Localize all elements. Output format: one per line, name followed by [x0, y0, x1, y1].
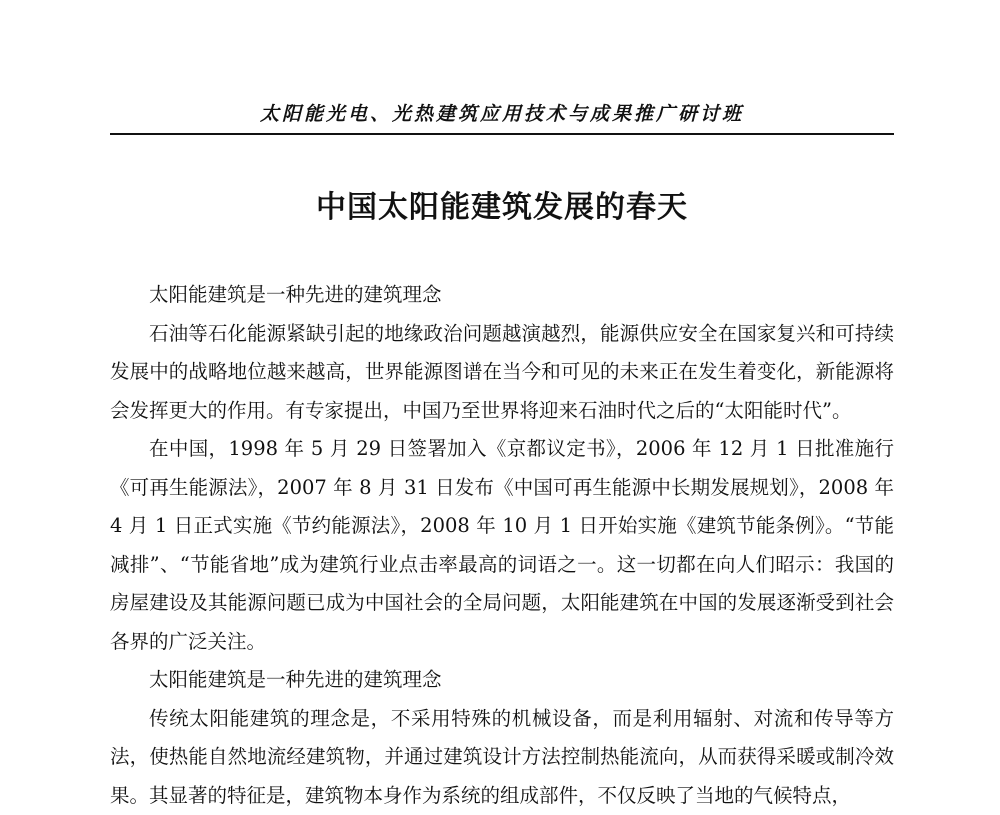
body-paragraph: 在中国，1998 年 5 月 29 日签署加入《京都议定书》，2006 年 12 月 1 日批准施行《可再生能源法》，2007 年 8 月 31 日发布《中国可再生能源中长期发展规划》，2008 年 4 月 1 日正式实施《节约能源法》，2008 年 10 月 1 日开始实施《建筑节能条例》。“节能减排”、“节能省地”成为建筑行业点击率最高的词语之一。这一切都在向人们昭示：我国的房屋建设及其能源问题已成为中国社会的全局问题，太阳能建筑在中国的发展逐渐受到社会各界的广泛关注。 [110, 430, 894, 661]
article-title: 中国太阳能建筑发展的春天 [110, 182, 894, 226]
body-paragraph: 石油等石化能源紧缺引起的地缘政治问题越演越烈，能源供应安全在国家复兴和可持续发展中的战略地位越来越高，世界能源图谱在当今和可见的未来正在发生着变化，新能源将会发挥更大的作用。有专家提出，中国乃至世界将迎来石油时代之后的“太阳能时代”。 [110, 315, 894, 431]
section-heading: 太阳能建筑是一种先进的建筑理念 [110, 276, 894, 315]
body-paragraph: 传统太阳能建筑的理念是，不采用特殊的机械设备，而是利用辐射、对流和传导等方法，使热能自然地流经建筑物，并通过建筑设计方法控制热能流向，从而获得采暖或制冷效果。其显著的特征是，建筑物本身作为系统的组成部件，不仅反映了当地的气候特点， [110, 700, 894, 815]
header-rule [110, 133, 894, 135]
running-header: 太阳能光电、光热建筑应用技术与成果推广研讨班 [110, 99, 894, 126]
section-heading: 太阳能建筑是一种先进的建筑理念 [110, 661, 894, 700]
article-body [110, 276, 894, 815]
